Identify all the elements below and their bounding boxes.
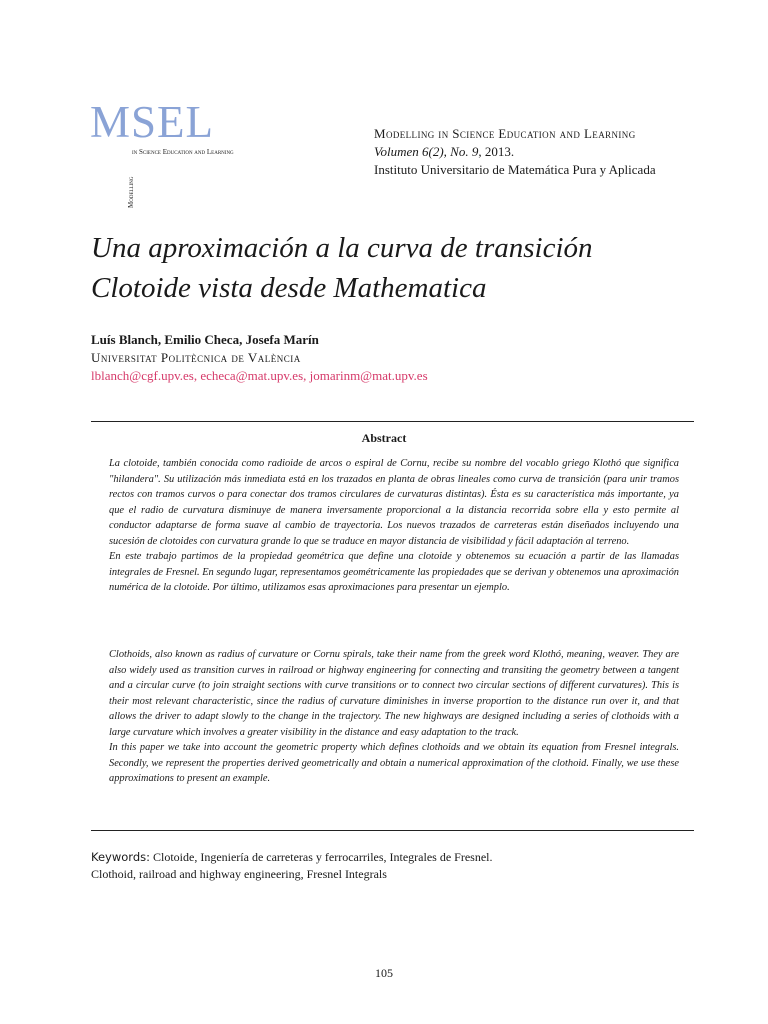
email-separator: , xyxy=(193,368,201,383)
title-line-2: Clotoide vista desde Mathematica xyxy=(91,272,487,304)
abstract-heading: Abstract xyxy=(361,431,407,445)
abstract-spanish xyxy=(109,456,679,596)
page-number: 105 xyxy=(375,966,393,980)
email-link[interactable]: jomarinm@mat.upv.es xyxy=(309,368,428,383)
logo-vertical-text: Modelling xyxy=(127,176,135,208)
author-names: Luís Blanch, Emilio Checa, Josefa Marín xyxy=(91,332,319,347)
email-link[interactable]: echeca@mat.upv.es xyxy=(200,368,304,383)
keywords-es: Clotoide, Ingeniería de carreteras y ferrocarriles, Integrales de Fresnel. xyxy=(152,850,493,864)
bottom-divider xyxy=(91,830,694,831)
journal-info xyxy=(374,125,656,179)
author-block xyxy=(91,331,428,385)
journal-institute: Instituto Universitario de Matemática Pura y Aplicada xyxy=(374,162,656,177)
logo-tagline: in Science Education and Learning xyxy=(132,148,234,156)
author-emails xyxy=(91,367,428,385)
keywords-line-es xyxy=(91,849,493,866)
abstract-paragraph: In this paper we take into account the geometric property which defines clothoids and we obtain its equation from Fresnel integrals. Secondly, we represent the properties derived geometrically and obtain a numerical approximation of the clothoid. Finally, we use these approximations to present an example. xyxy=(109,742,679,784)
email-separator: , xyxy=(303,368,310,383)
abstract-paragraph: En este trabajo partimos de la propiedad geométrica que define una clotoide y obtenemos su ecuación a partir de las llamadas integrales de Fresnel. En segundo lugar, representamos geométricamente las propiedades que se derivan y obtenemos una aproximación numérica de la clotoide. Por último, utilizamos esas aproximaciones para presentar un ejemplo. xyxy=(109,551,679,593)
journal-series: Modelling in Science Education and Learning xyxy=(374,126,636,141)
journal-logo xyxy=(90,97,290,220)
keywords-block xyxy=(91,849,493,883)
keywords-label: Keywords: xyxy=(91,850,150,864)
abstract-english xyxy=(109,647,679,787)
email-link[interactable]: lblanch@cgf.upv.es xyxy=(91,368,194,383)
abstract-paragraph: La clotoide, también conocida como radioide de arcos o espiral de Cornu, recibe su nombre del vocablo griego Klothó que significa "hilandera". Su utilización más inmediata está en los trazados en planta de obras lineales como curva de transición (para unir tramos rectos con tramos curvos o para conectar dos tramos circulares de curvaturas distintas). Ésta es su característica más importante, ya que el radio de curvatura disminuye de manera inversamente proporcional a la distancia recorrida sobre ella y esto permite al conductor adaptarse de forma suave al cambio de trayectoria. Los nuevos trazados de carreteras están diseñados incluyendo una sucesión de clotoides con curvatura grande lo que se traduce en mayor distancia de visibilidad y fácil adaptación al terreno. xyxy=(109,458,679,547)
abstract-paragraph: Clothoids, also known as radius of curvature or Cornu spirals, take their name from the greek word Klothó, meaning, weaver. They are also widely used as transition curves in railroad or highway engineering for connecting and transiting the geometry between a tangent and a circular curve (to join straight sections with curve transitions or to connect two circular sections of different curvatures). This is their most relevant characteristic, since the radius of curvature diminishes in inverse proportion to the distance run over it, and that allows the driver to adapt slowly to the change in the trajectory. The new highways are designed including a series of clothoids with a large curvature which involves a greater visibility in the distance and easy adaptation to the track. xyxy=(109,649,679,738)
keywords-en: Clothoid, railroad and highway engineering, Fresnel Integrals xyxy=(91,867,387,881)
journal-volume: Volumen 6(2), No. 9 xyxy=(374,144,479,159)
paper-title xyxy=(91,228,731,308)
author-affiliation: Universitat Politècnica de València xyxy=(91,350,301,365)
journal-volume-line xyxy=(374,143,656,161)
logo-wordmark: MSEL xyxy=(90,97,215,147)
top-divider xyxy=(91,421,694,422)
journal-year: , 2013. xyxy=(478,144,515,159)
title-line-1: Una aproximación a la curva de transición xyxy=(91,232,593,264)
